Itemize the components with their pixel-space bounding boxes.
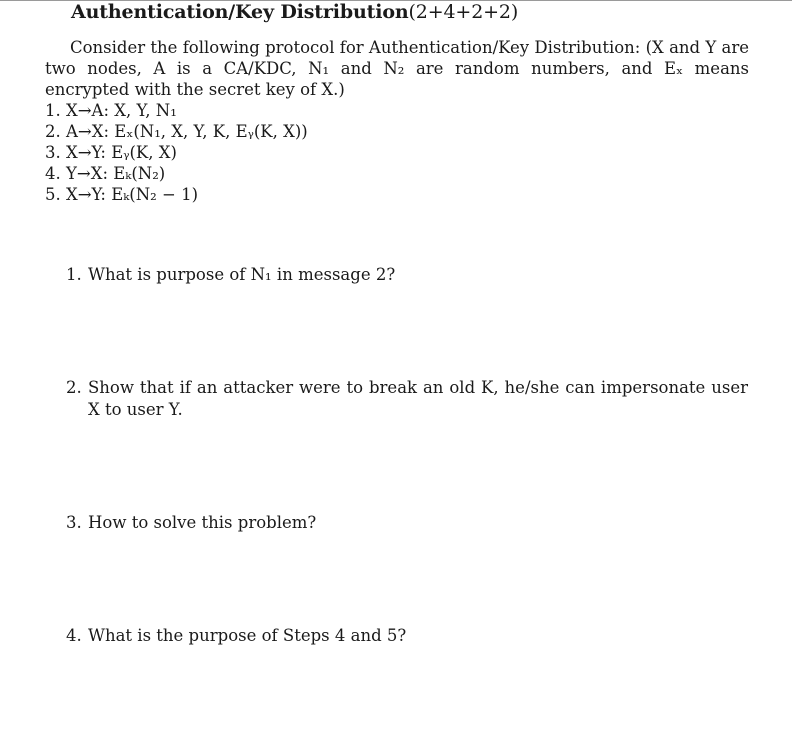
- question-2-text: Show that if an attacker were to break an old K, he/she can impersonate user X to user Y.: [88, 378, 748, 419]
- question-4-text: What is the purpose of Steps 4 and 5?: [88, 626, 407, 645]
- question-1-text: What is purpose of N₁ in message 2?: [88, 265, 396, 284]
- section-title-points: (2+4+2+2): [408, 1, 519, 23]
- question-4-number: 4.: [66, 626, 82, 645]
- protocol-step-1: 1. X→A: X, Y, N₁: [45, 101, 177, 120]
- question-3-text: How to solve this problem?: [88, 513, 317, 532]
- question-1-number: 1.: [66, 265, 82, 284]
- question-2-number: 2.: [66, 378, 82, 397]
- section-title-main: Authentication/Key Distribution: [71, 1, 409, 23]
- section-title: [71, 1, 518, 23]
- protocol-step-4: 4. Y→X: Eₖ(N₂): [45, 164, 166, 183]
- protocol-steps: [45, 100, 308, 205]
- protocol-step-2: 2. A→X: Eₓ(N₁, X, Y, K, Eᵧ(K, X)): [45, 122, 308, 141]
- question-4: [66, 625, 752, 647]
- protocol-step-5: 5. X→Y: Eₖ(N₂ − 1): [45, 185, 199, 204]
- question-3-number: 3.: [66, 513, 82, 532]
- protocol-step-3: 3. X→Y: Eᵧ(K, X): [45, 143, 177, 162]
- question-3: [66, 512, 752, 534]
- intro-paragraph: Consider the following protocol for Authentication/Key Distribution: (X and Y are two nodes, A is a CA/KDC, N₁ and N₂ are random numbers, and Eₓ means encrypted with the secret key of X.): [45, 38, 749, 99]
- question-2: [66, 377, 752, 421]
- question-1: [66, 264, 752, 286]
